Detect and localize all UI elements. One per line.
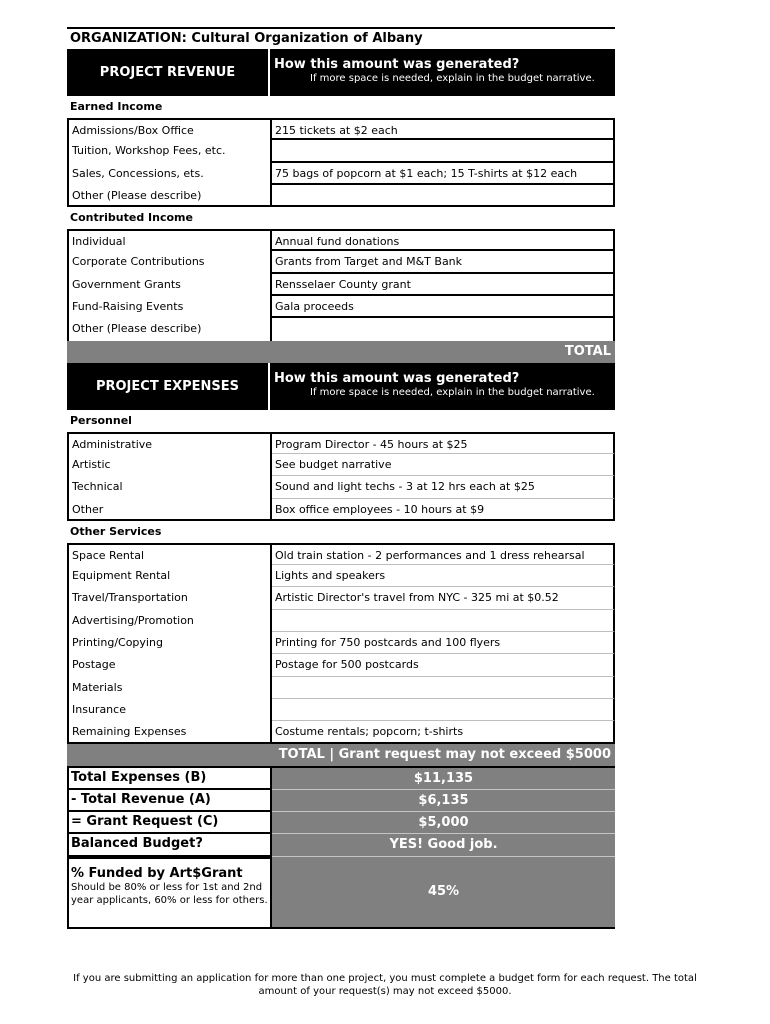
service-label: Space Rental — [67, 545, 272, 565]
earned-row — [67, 185, 615, 207]
contributed-income-title: Contributed Income — [70, 211, 193, 225]
summary-row — [67, 812, 615, 834]
funded-label: % Funded by Art$Grant — [71, 865, 243, 881]
service-description-input[interactable]: Printing for 750 postcards and 100 flyers — [272, 632, 615, 654]
funded-value: 45% — [272, 857, 615, 929]
expenses-how-note: If more space is needed, explain in the budget narrative. — [310, 386, 595, 398]
service-row — [67, 543, 615, 565]
service-label: Equipment Rental — [67, 565, 272, 587]
service-description-input[interactable]: Old train station - 2 performances and 1 dress rehearsal — [272, 545, 615, 565]
personnel-title: Personnel — [70, 413, 132, 427]
service-row — [67, 587, 615, 609]
summary-row — [67, 834, 615, 856]
contributed-row — [67, 251, 615, 273]
personnel-description-input[interactable]: See budget narrative — [272, 454, 615, 476]
expenses-total-bar: TOTAL | Grant request may not exceed $5000 — [67, 744, 615, 766]
revenue-header — [67, 49, 615, 96]
earned-description-input[interactable]: 215 tickets at $2 each — [272, 120, 615, 140]
service-label: Materials — [67, 677, 272, 699]
service-label: Remaining Expenses — [67, 721, 272, 741]
personnel-row — [67, 432, 615, 454]
earned-row — [67, 118, 615, 140]
earned-description-input[interactable]: 75 bags of popcorn at $1 each; 15 T-shirts at $12 each — [272, 163, 615, 185]
contributed-label: Other (Please describe) — [67, 318, 272, 340]
funded-label-cell — [67, 857, 272, 929]
revenue-heading: PROJECT REVENUE — [67, 49, 270, 96]
earned-income-title: Earned Income — [70, 100, 163, 113]
revenue-how-header — [270, 49, 615, 96]
contributed-row — [67, 318, 615, 340]
service-row — [67, 654, 615, 676]
summary-row — [67, 790, 615, 812]
personnel-label: Technical — [67, 476, 272, 498]
summary-value: YES! Good job. — [272, 834, 615, 856]
summary-row — [67, 766, 615, 790]
contributed-label: Individual — [67, 231, 272, 251]
budget-sheet — [67, 27, 615, 929]
personnel-label: Artistic — [67, 454, 272, 476]
footer-note: If you are submitting an application for more than one project, you must complete a budget form for each request. The total amount of your request(s) may not exceed $5000. — [73, 973, 697, 997]
revenue-how-note: If more space is needed, explain in the budget narrative. — [310, 73, 595, 84]
personnel-label: Other — [67, 499, 272, 519]
earned-label: Sales, Concessions, ets. — [67, 163, 272, 185]
funded-row — [67, 857, 615, 929]
expenses-header — [67, 363, 615, 410]
personnel-description-input[interactable]: Sound and light techs - 3 at 12 hrs each at $25 — [272, 476, 615, 498]
contributed-description-input[interactable]: Annual fund donations — [272, 231, 615, 251]
contributed-description-input[interactable] — [272, 318, 615, 340]
service-description-input[interactable]: Lights and speakers — [272, 565, 615, 587]
contributed-row — [67, 229, 615, 251]
service-description-input[interactable]: Artistic Director's travel from NYC - 325 mi at $0.52 — [272, 587, 615, 609]
personnel-description-input[interactable]: Box office employees - 10 hours at $9 — [272, 499, 615, 519]
summary-label: Total Expenses (B) — [67, 768, 272, 790]
organization-title: ORGANIZATION: Cultural Organization of Albany — [67, 27, 615, 49]
service-description-input[interactable] — [272, 610, 615, 632]
service-label: Insurance — [67, 699, 272, 721]
funded-note: Should be 80% or less for 1st and 2nd year applicants, 60% or less for others. — [71, 881, 268, 906]
earned-label: Tuition, Workshop Fees, etc. — [67, 140, 272, 162]
service-label: Postage — [67, 654, 272, 676]
service-description-input[interactable] — [272, 699, 615, 721]
service-description-input[interactable]: Postage for 500 postcards — [272, 654, 615, 676]
service-description-input[interactable] — [272, 677, 615, 699]
earned-description-input[interactable] — [272, 140, 615, 162]
contributed-row — [67, 296, 615, 318]
contributed-description-input[interactable]: Gala proceeds — [272, 296, 615, 318]
revenue-total-bar: TOTAL — [67, 341, 615, 363]
other-services-title: Other Services — [70, 524, 162, 538]
service-description-input[interactable]: Costume rentals; popcorn; t-shirts — [272, 721, 615, 741]
personnel-row — [67, 499, 615, 521]
expenses-how-header — [270, 363, 615, 410]
earned-description-input[interactable] — [272, 185, 615, 205]
summary-label: = Grant Request (C) — [67, 812, 272, 834]
summary-label: - Total Revenue (A) — [67, 790, 272, 812]
service-row — [67, 677, 615, 699]
contributed-description-input[interactable]: Rensselaer County grant — [272, 274, 615, 296]
expenses-how-title: How this amount was generated? — [274, 370, 520, 386]
summary-label: Balanced Budget? — [67, 834, 272, 856]
service-row — [67, 699, 615, 721]
service-label: Travel/Transportation — [67, 587, 272, 609]
summary-value: $11,135 — [272, 768, 615, 790]
personnel-row — [67, 454, 615, 476]
contributed-label: Fund-Raising Events — [67, 296, 272, 318]
earned-label: Other (Please describe) — [67, 185, 272, 205]
personnel-row — [67, 476, 615, 498]
service-row — [67, 565, 615, 587]
contributed-label: Government Grants — [67, 274, 272, 296]
earned-row — [67, 140, 615, 162]
revenue-how-title: How this amount was generated? — [274, 57, 520, 72]
earned-label: Admissions/Box Office — [67, 120, 272, 140]
contributed-label: Corporate Contributions — [67, 251, 272, 273]
service-row — [67, 721, 615, 743]
contributed-row — [67, 274, 615, 296]
service-row — [67, 610, 615, 632]
summary-value: $6,135 — [272, 790, 615, 812]
summary-value: $5,000 — [272, 812, 615, 834]
contributed-description-input[interactable]: Grants from Target and M&T Bank — [272, 251, 615, 273]
service-label: Printing/Copying — [67, 632, 272, 654]
personnel-description-input[interactable]: Program Director - 45 hours at $25 — [272, 434, 615, 454]
expenses-heading: PROJECT EXPENSES — [67, 363, 270, 410]
service-row — [67, 632, 615, 654]
earned-row — [67, 163, 615, 185]
personnel-label: Administrative — [67, 434, 272, 454]
service-label: Advertising/Promotion — [67, 610, 272, 632]
